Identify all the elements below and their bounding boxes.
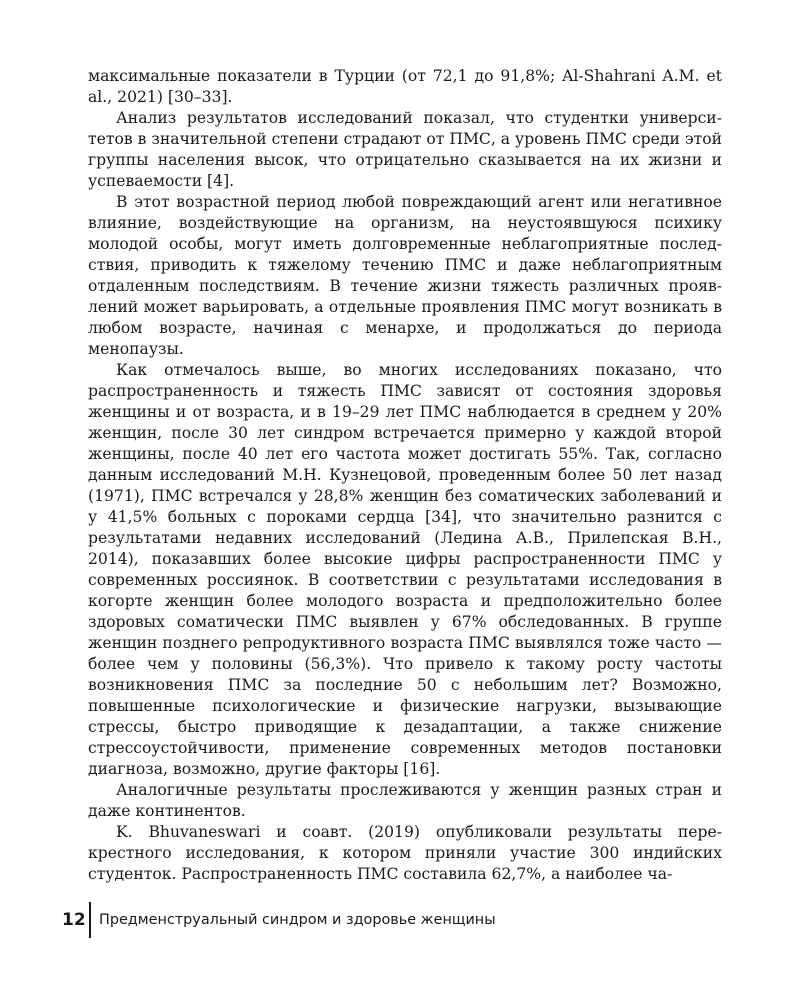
page-body-text	[88, 66, 722, 885]
page-footer	[62, 902, 496, 938]
paragraph-student-pms: Анализ результатов исследований показал, что студентки университетов в значительной степени страдают от ПМС, а уровень ПМС среди этой группы населения высок, что отрицательно сказывается на их жизни и успеваемости [4].	[88, 109, 722, 190]
page-number: 12	[62, 910, 86, 930]
paragraph-age-period: В этот возрастной период любой повреждающий агент или негативное влияние, воздействующие на организм, на неустоявшуюся психику молодой особы, могут иметь долговременные неблагоприятные последствия, приводить к тяжелому течению ПМС и даже неблагоприятным отдаленным последствиям. В течение жизни тяжесть различных проявлений может варьировать, а отдельные проявления ПМС могут возникать в любом возрасте, начиная с менархе, и продолжаться до периода менопаузы.	[88, 193, 722, 358]
paragraph-bhuvaneswari: K. Bhuvaneswari и соавт. (2019) опубликовали результаты перекрестного исследования, к котором приняли участие 300 индийских студенток. Распространенность ПМС составила 62,7%, а наиболее ча-	[88, 823, 722, 883]
footer-divider	[89, 902, 91, 938]
paragraph-prevalence-age: Как отмечалось выше, во многих исследованиях показано, что распространенность и тяжесть ПМС зависят от состояния здоровья женщины и от возраста, и в 19–29 лет ПМС наблюдается в среднем у 20% женщин, после 30 лет синдром встречается примерно у каждой второй женщины, после 40 лет его частота может достигать 55%. Так, согласно данным исследований М.Н. Кузнецовой, проведенным более 50 лет назад (1971), ПМС встречался у 28,8% женщин без соматических заболеваний и у 41,5% больных с пороками сердца [34], что значительно разнится с результатами недавних исследований (Ледина А.В., Прилепская В.Н., 2014), показавших более высокие цифры распространенности ПМС у современных россиянок. В соответствии с результатами исследования в когорте женщин более молодого возраста и предположительно более здоровых соматически ПМС выявлен у 67% обследованных. В группе женщин позднего репродуктивного возраста ПМС выявлялся тоже часто — более чем у половины (56,3%). Что привело к такому росту частоты возникновения ПМС за последние 50 с небольшим лет? Возможно, повышенные психологические и физические нагрузки, вызывающие стрессы, быстро приводящие к дезадаптации, а также снижение стрессоустойчивости, применение современных методов постановки диагноза, возможно, другие факторы [16].	[88, 361, 722, 778]
paragraph-continuation: максимальные показатели в Турции (от 72,1 до 91,8%; Al-Shahrani A.M. et al., 2021) [30–33].	[88, 67, 722, 106]
running-title: Предменструальный синдром и здоровье женщины	[99, 912, 496, 928]
paragraph-similar-results: Аналогичные результаты прослеживаются у женщин разных стран и даже континентов.	[88, 781, 722, 820]
